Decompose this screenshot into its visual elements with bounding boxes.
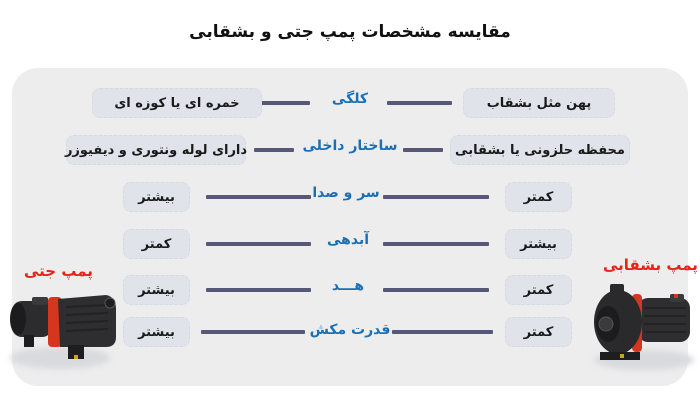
connector-line	[383, 288, 489, 292]
centrifugal-value: پهن مثل بشقاب	[463, 88, 615, 118]
jet-pump-icon	[8, 285, 120, 375]
connector-line	[392, 330, 493, 334]
centrifugal-value: کمتر	[505, 317, 572, 347]
criterion-label: کلگی	[331, 91, 369, 107]
centrifugal-value: محفظه حلزونی یا بشقابی	[450, 135, 630, 165]
jet-value: بیشتر	[123, 317, 190, 347]
connector-line	[206, 288, 311, 292]
connector-line	[206, 195, 311, 199]
comparison-row-flow	[0, 229, 700, 259]
criterion-label: ساختار داخلی	[302, 138, 398, 154]
connector-line	[206, 242, 311, 246]
connector-line	[403, 148, 443, 152]
centrifugal-pump-label: پمپ بشقابی	[603, 256, 698, 274]
criterion-label: سر و صدا	[312, 185, 380, 201]
page-title: مقایسه مشخصات پمپ جتی و بشقابی	[189, 22, 511, 42]
connector-line	[383, 242, 489, 246]
comparison-row-head	[0, 88, 700, 118]
criterion-label: هـــد	[331, 278, 365, 294]
centrifugal-pump-icon	[588, 276, 698, 376]
comparison-row-internal-structure	[0, 135, 700, 165]
jet-value: خمره ای یا کوزه ای	[92, 88, 262, 118]
jet-value: بیشتر	[123, 182, 190, 212]
jet-value: دارای لوله ونتوری و دیفیوزر	[66, 135, 246, 165]
connector-line	[254, 148, 294, 152]
connector-line	[387, 101, 452, 105]
connector-line	[201, 330, 305, 334]
centrifugal-value: بیشتر	[505, 229, 572, 259]
connector-line	[383, 195, 489, 199]
centrifugal-value: کمتر	[505, 182, 572, 212]
comparison-row-noise	[0, 182, 700, 212]
centrifugal-value: کمتر	[505, 275, 572, 305]
jet-value: بیشتر	[123, 275, 190, 305]
jet-value: کمتر	[123, 229, 190, 259]
jet-pump-label: پمپ جتی	[24, 262, 93, 280]
criterion-label: آبدهی	[326, 232, 369, 248]
criterion-label: قدرت مکش	[309, 322, 391, 338]
